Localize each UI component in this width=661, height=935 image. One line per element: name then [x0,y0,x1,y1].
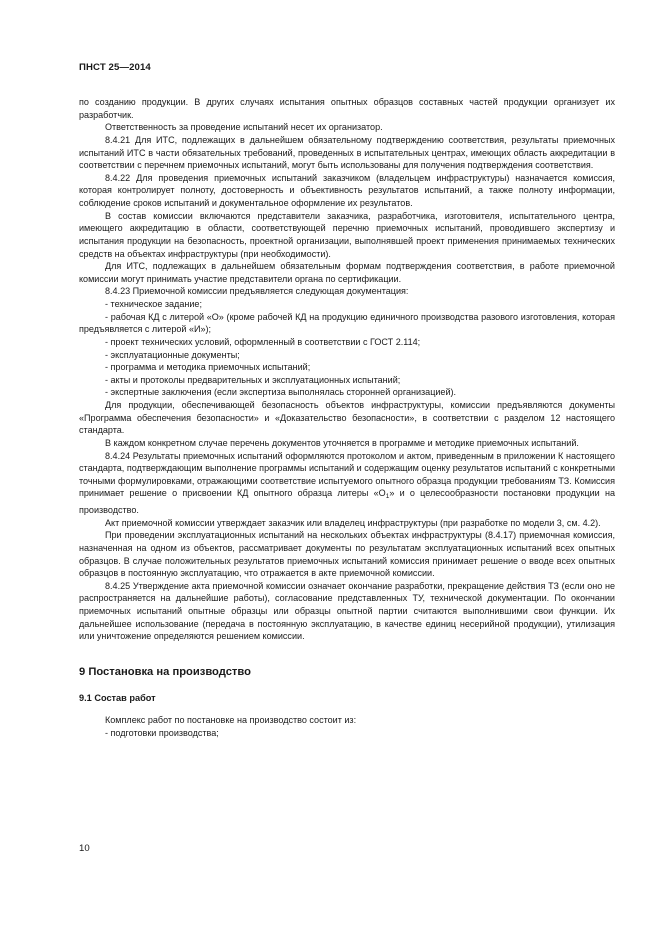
list-item: - подготовки производства; [105,727,219,738]
page-number: 10 [79,843,90,854]
paragraph: Комплекс работ по постановке на производство состоит из: [105,714,357,725]
paragraph-text: » и о целесообразности постановки продукции на производство. [79,488,615,515]
subscript: 1 [385,493,390,501]
paragraph: Для ИТС, подлежащих в дальнейшем обязательным формам подтверждения соответствия, в работе приемочной комиссии могут принимать участие представители органа по сертификации. [79,261,615,284]
paragraph-8-4-21: 8.4.21 Для ИТС, подлежащих в дальнейшем обязательному подтверждению соответствия, результаты приемочных испытаний ИТС в части обязательных требований, проведенных в испытательных центрах, имеющих область аккредитации в соответствии с перечнем приемочных испытаний, могут быть использованы для получения подтверждения соответствия. [79,134,615,171]
paragraph-text: 8.4.24 Результаты приемочных испытаний оформляются протоколом и актом, приведенным в приложении К настоящего стандарта, подтверждающим выполнение программы испытаний и содержащим оценку результатов испытаний с конкретными точными формулировками, отражающими соответствие испытуемого опытного образца продукции требованиям ТЗ. Комиссия принимает решение о присвоении КД опытного образца литеры «О [79,450,615,499]
list-item: - акты и протоколы предварительных и эксплуатационных испытаний; [105,374,401,385]
paragraph: Акт приемочной комиссии утверждает заказчик или владелец инфраструктуры (при разработке по модели 3, см. 4.2). [105,517,601,528]
paragraph: Ответственность за проведение испытаний несет их организатор. [105,122,383,133]
paragraph-8-4-23: 8.4.23 Приемочной комиссии предъявляется следующая документация: [105,286,409,297]
section-heading: 9 Постановка на производство [79,665,251,678]
list-item: - программа и методика приемочных испытаний; [105,362,311,373]
list-item: - техническое задание; [105,299,202,309]
document-header: ПНСТ 25—2014 [79,62,151,73]
list-item: - рабочая КД с литерой «О» (кроме рабочей КД на продукцию единичного производства разового изготовления, которая предъявляется с литерой «И»); [79,311,615,335]
list-item: - экспертные заключения (если экспертиза выполнялась сторонней организацией). [105,387,457,398]
paragraph: При проведении эксплуатационных испытаний на нескольких объектах инфраструктуры (8.4.17) приемочная комиссия, назначенная на одном из объектов, рассматривает документы по результатам эксплуатационных испытаний всех опытных образцов. В случае положительных результатов приемочных испытаний комиссия принимает решение о вводе всех опытных образцов в постоянную эксплуатацию, что отражается в акте приемочной комиссии. [79,530,615,579]
paragraph: В каждом конкретном случае перечень документов уточняется в программе и методике приемочных испытаний. [105,437,579,448]
subsection-heading: 9.1 Состав работ [79,692,156,703]
list-item: - эксплуатационные документы; [105,349,240,360]
list-item: - проект технических условий, оформленный в соответствии с ГОСТ 2.114; [105,336,421,347]
paragraph: Для продукции, обеспечивающей безопасность объектов инфраструктуры, комиссии предъявляются документы «Программа обеспечения безопасности» и «Доказательство безопасности», в соответствии с разделом 12 настоящего стандарта. [79,400,615,436]
paragraph: по созданию продукции. В других случаях испытания опытных образцов составных частей продукции организует их разработчик. [79,97,615,120]
paragraph-8-4-25: 8.4.25 Утверждение акта приемочной комиссии означает окончание разработки, прекращение действия ТЗ (если оно не распространяется на дальнейшие работы), согласование представленных ТУ, технической документации. По окончании приемочных испытаний опытные образцы или образцы опытной партии считаются выполнившими свои функции. Их дальнейшее использование (передача в постоянную эксплуатацию, в качестве единиц несерийной продукции), утилизация или уничтожение определяются решением комиссии. [79,580,615,642]
paragraph-8-4-24 [79,450,615,517]
paragraph-8-4-22: 8.4.22 Для проведения приемочных испытаний заказчиком (владельцем инфраструктуры) назначается комиссия, которая контролирует полноту, достоверность и объективность результатов испытаний, а также полноту информации, соблюдение сроков испытаний и документальное оформление их результатов. [79,172,615,208]
document-body [79,96,615,739]
paragraph: В состав комиссии включаются представители заказчика, разработчика, изготовителя, испытательного центра, имеющего аккредитацию в области, соответствующей перечню приемочных испытаний, проводившего экспертизу и испытания продукции на безопасность, проектной организации, выполнявшей проект применения принимаемых технических средств на объектах инфраструктуры (при необходимости). [79,210,615,259]
